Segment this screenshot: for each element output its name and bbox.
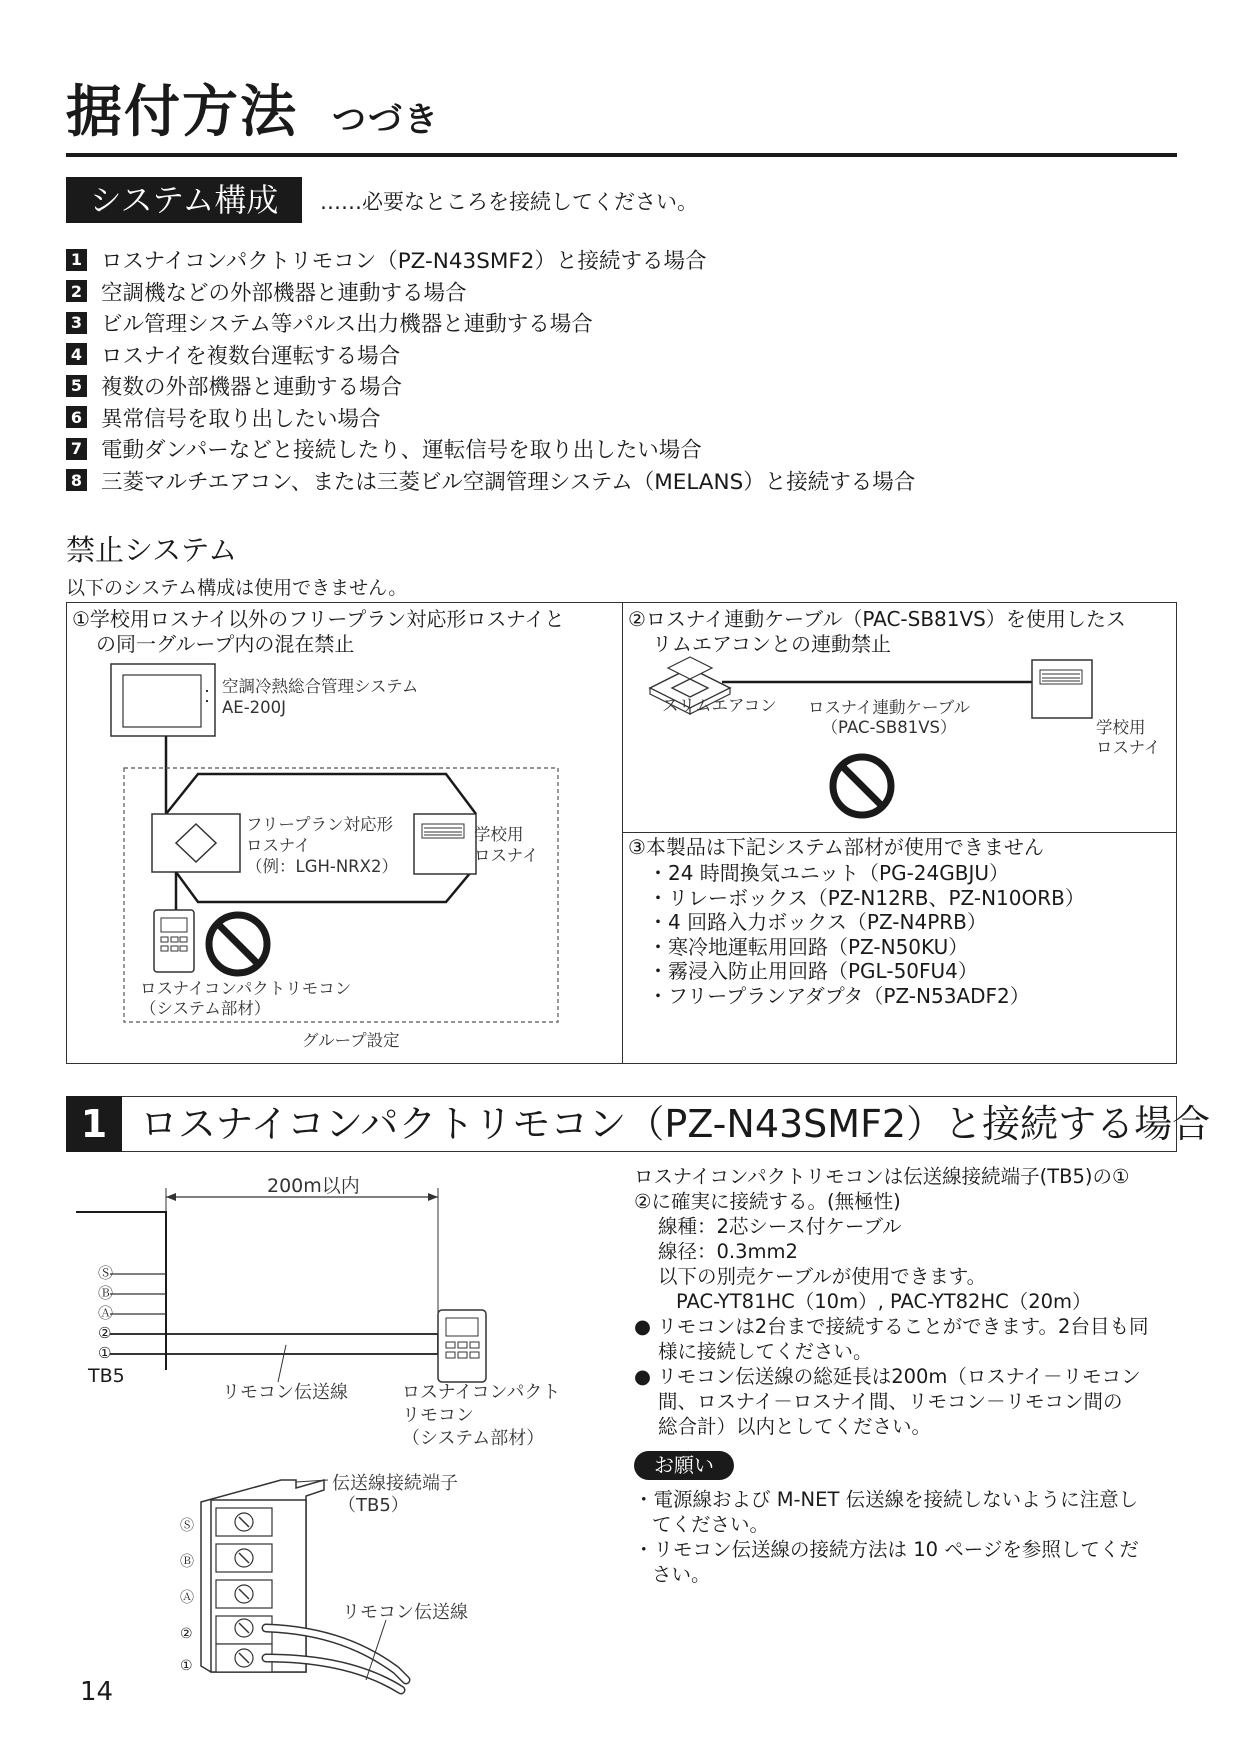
request-badge: お願い	[634, 1451, 734, 1480]
text-line: ● リモコン伝送線の総延長は200m（ロスナイ－リモコン	[634, 1365, 1141, 1388]
ae200j-label	[222, 676, 418, 718]
list-item	[66, 339, 915, 371]
section1-text	[634, 1164, 1180, 1439]
item-number: 1	[66, 249, 87, 271]
distance-label: 200m以内	[267, 1175, 360, 1197]
remote-label	[140, 979, 351, 1019]
terminal-label: Ⓢ	[98, 1264, 114, 1282]
terminal-label: Ⓑ	[98, 1284, 114, 1302]
title-rule	[66, 153, 1177, 157]
text-line: 以下の別売ケーブルが使用できます。	[658, 1265, 987, 1288]
school-label-line: ロスナイ	[1096, 738, 1161, 757]
terminal-labels	[98, 1263, 113, 1363]
item-number: 8	[66, 469, 87, 491]
terminal-label: Ⓐ	[98, 1304, 114, 1322]
list-item	[66, 276, 915, 308]
group-link-top	[166, 774, 476, 814]
list-item: ・リレーボックス（PZ-N12RB、PZ-N10ORB）	[648, 885, 1085, 910]
cable-label-line: （PAC-SB81VS）	[821, 718, 957, 737]
prohibited-icon	[209, 915, 267, 973]
item-number: 6	[66, 406, 87, 428]
text-line: ロスナイコンパクトリモコンは伝送線接続端子(TB5)の①	[634, 1165, 1130, 1188]
list-item: ・フリープランアダプタ（PZ-N53ADF2）	[648, 983, 1030, 1008]
item-number: 7	[66, 438, 87, 460]
text-line: さい。	[652, 1563, 711, 1586]
cable-label-line: ロスナイ連動ケーブル	[808, 698, 971, 717]
remote-label-line: ロスナイコンパクトリモコン	[140, 979, 352, 998]
remote-label-line: ロスナイコンパクト	[402, 1382, 561, 1403]
item-text: ロスナイを複数台運転する場合	[101, 343, 401, 369]
case2-title-line: ②ロスナイ連動ケーブル（PAC-SB81VS）を使用したス	[628, 607, 1126, 631]
school-lossnay-label-2	[1096, 718, 1161, 758]
list-item	[66, 307, 915, 339]
school-lossnay-unit	[1032, 660, 1092, 718]
text-line: てください。	[652, 1513, 770, 1536]
item-text: ビル管理システム等パルス出力機器と連動する場合	[101, 312, 593, 338]
remote-label-line: （システム部材）	[140, 999, 271, 1018]
terminal-block-label-line: 伝送線接続端子	[332, 1473, 458, 1494]
page-number: 14	[80, 1677, 114, 1707]
item-number: 2	[66, 280, 87, 302]
forbidden-note: 以下のシステム構成は使用できません。	[66, 577, 408, 599]
terminal-label: ②	[98, 1324, 112, 1342]
item-number: 4	[66, 343, 87, 365]
text-line: 線種：2芯シース付ケーブル	[658, 1215, 902, 1238]
prohibited-icon	[833, 757, 891, 815]
school-label-line: 学校用	[474, 825, 524, 844]
school-lossnay-unit	[414, 814, 476, 874]
school-label-line: ロスナイ	[474, 846, 539, 865]
list-item: ・24 時間換気ユニット（PG-24GBJU）	[648, 861, 1009, 885]
school-label-line: 学校用	[1096, 718, 1146, 737]
freeplan-lossnay-unit	[152, 814, 240, 872]
terminal-label: Ⓐ	[180, 1590, 194, 1606]
block-terminal-labels	[180, 1508, 194, 1680]
wire-label: リモコン伝送線	[222, 1382, 348, 1403]
section1-number: 1	[66, 1096, 122, 1152]
text-line: 線径：0.3mm2	[658, 1240, 798, 1263]
school-lossnay-label	[474, 824, 539, 866]
list-item: ・霧浸入防止用回路（PGL-50FU4）	[648, 959, 978, 983]
item-text: 空調機などの外部機器と連動する場合	[101, 280, 467, 306]
box-divider-horizontal	[622, 832, 1177, 833]
text-line: ・リモコン伝送線の接続方法は 10 ページを参照してくだ	[634, 1538, 1139, 1561]
text-line: 総合計）以内としてください。	[658, 1415, 932, 1438]
list-item	[66, 402, 915, 434]
item-number: 3	[66, 312, 87, 334]
remote-label-line: （システム部材）	[402, 1428, 545, 1449]
remote-label-line: リモコン	[402, 1405, 474, 1426]
list-item	[66, 370, 915, 402]
group-label: グループ設定	[302, 1031, 400, 1050]
list-item: ・寒冷地運転用回路（PZ-N50KU）	[648, 934, 969, 959]
text-line: 様に接続してください。	[658, 1340, 873, 1363]
text-line: ・電源線および M-NET 伝送線を接続しないように注意し	[634, 1488, 1139, 1511]
terminal-block-label-line: （TB5）	[338, 1495, 409, 1516]
page-title-main: 据付方法	[66, 80, 298, 145]
tb5-label: TB5	[88, 1365, 125, 1387]
item-number: 5	[66, 375, 87, 397]
system-header: システム構成	[66, 177, 302, 223]
list-item: ・4 回路入力ボックス（PZ-N4PRB）	[648, 910, 987, 934]
item-text: ロスナイコンパクトリモコン（PZ-N43SMF2）と接続する場合	[101, 249, 707, 275]
item-text: 複数の外部機器と連動する場合	[101, 375, 403, 401]
item-text: 電動ダンパーなどと接続したり、運転信号を取り出したい場合	[101, 438, 702, 464]
terminal-block	[201, 1480, 324, 1672]
item-text: 三菱マルチエアコン、または三菱ビル空調管理システム（MELANS）と接続する場合	[101, 469, 916, 495]
ae200j-label-line: AE-200J	[222, 698, 287, 717]
terminal-label: ①	[180, 1658, 193, 1674]
page-title	[66, 68, 440, 148]
text-line: ● リモコンは2台まで接続することができます。2台目も同	[634, 1315, 1149, 1338]
case3-title: ③本製品は下記システム部材が使用できません	[628, 835, 1044, 859]
text-line: 間、ロスナイ－ロスナイ間、リモコン－リモコン間の	[658, 1390, 1123, 1413]
request-text	[634, 1487, 1180, 1587]
terminal-label: Ⓢ	[180, 1518, 194, 1534]
system-note: ……必要なところを接続してください。	[320, 190, 698, 214]
item-text: 異常信号を取り出したい場合	[101, 406, 381, 432]
list-item	[66, 433, 915, 465]
section1-heading: ロスナイコンパクトリモコン（PZ-N43SMF2）と接続する場合	[140, 1102, 1211, 1146]
freeplan-label-line: （例：LGH-NRX2）	[246, 857, 398, 876]
text-line: PAC-YT81HC（10m）, PAC-YT82HC（20m）	[676, 1290, 1092, 1313]
ae200j-label-line: 空調冷熱総合管理システム	[222, 677, 419, 696]
freeplan-lossnay-label	[246, 814, 398, 877]
wire-label-2: リモコン伝送線	[342, 1602, 468, 1623]
case1-title-line: の同一グループ内の混在禁止	[96, 632, 355, 656]
forbidden-heading: 禁止システム	[66, 533, 238, 567]
terminal-label: ②	[180, 1626, 193, 1642]
lossnay-unit-outline	[76, 1212, 166, 1370]
freeplan-label-line: フリープラン対応形	[246, 815, 394, 834]
freeplan-label-line: ロスナイ	[246, 836, 311, 855]
list-item	[66, 465, 915, 497]
remote-controller-unit	[154, 910, 194, 972]
case2-title-line: リムエアコンとの連動禁止	[652, 632, 891, 656]
text-line: ②に確実に接続する。(無極性)	[634, 1190, 901, 1213]
case1-title-line: ①学校用ロスナイ以外のフリープラン対応形ロスナイと	[72, 607, 565, 631]
list-item	[66, 244, 915, 276]
slim-aircon-label: スリムエアコン	[662, 696, 777, 715]
cable-label	[808, 698, 970, 738]
page-title-sub: つづき	[332, 100, 440, 140]
system-list	[66, 244, 915, 496]
terminal-label: Ⓑ	[180, 1554, 194, 1570]
remote-label	[402, 1381, 560, 1450]
terminal-label: ①	[98, 1344, 112, 1362]
case3-list	[648, 861, 1085, 1008]
ae200j-screen	[123, 675, 201, 727]
terminal-block-label	[332, 1473, 458, 1517]
